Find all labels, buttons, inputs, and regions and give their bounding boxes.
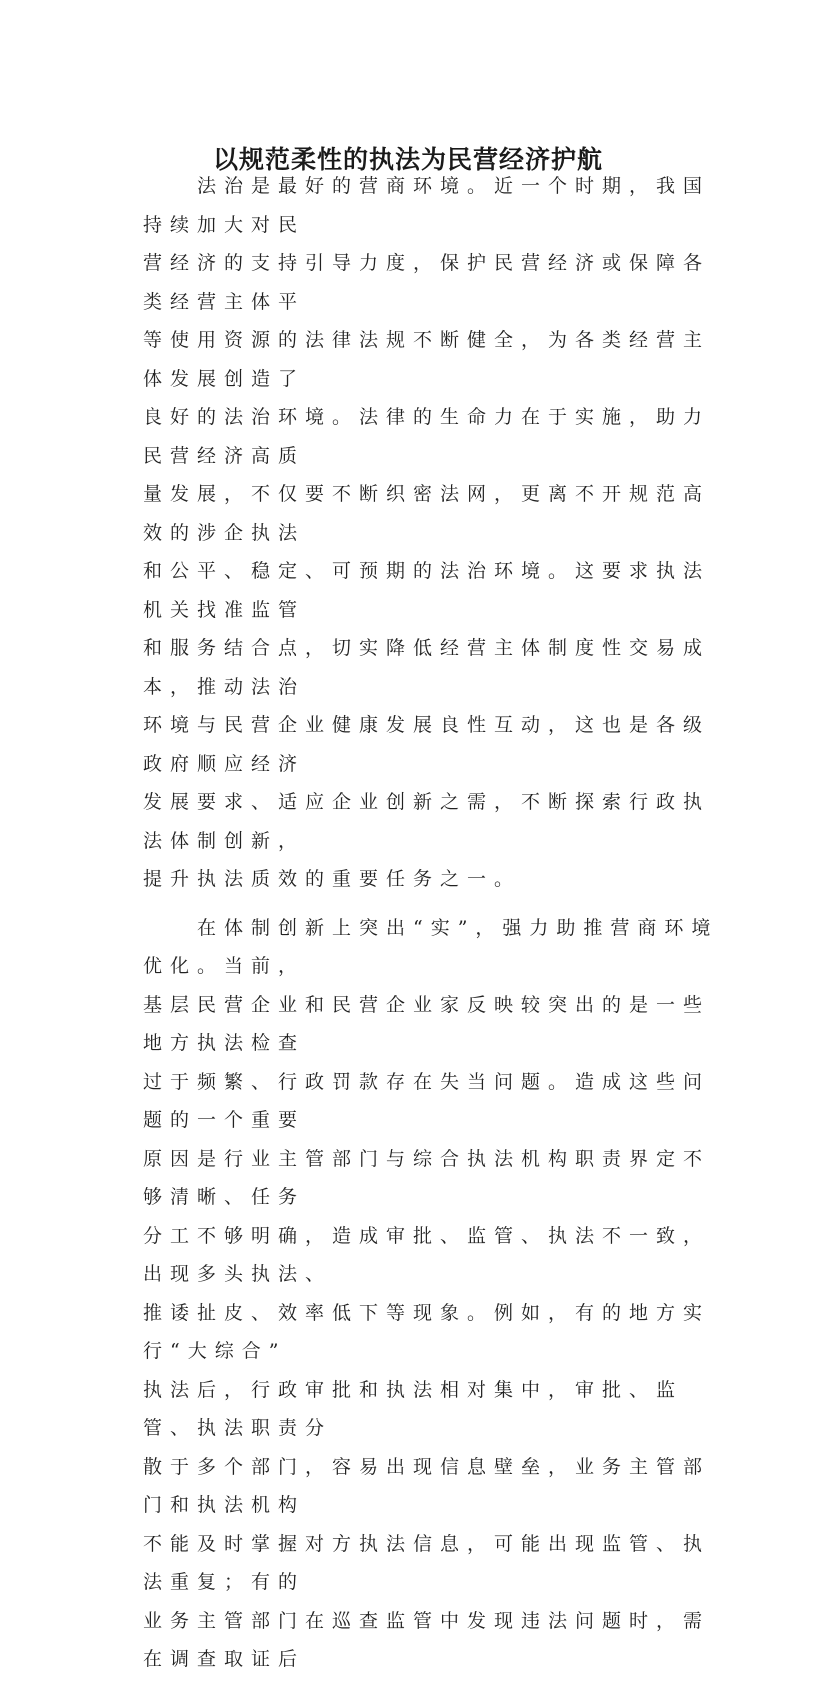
text-line: 过于频繁、行政罚款存在失当问题。造成这些问题的一个重要 xyxy=(143,1070,711,1131)
text-line: 不能及时掌握对方执法信息，可能出现监管、执法重复；有的 xyxy=(143,1532,711,1593)
document-title: 以规范柔性的执法为民营经济护航 xyxy=(212,145,603,174)
text-line: 等使用资源的法律法规不断健全，为各类经营主体发展创造了 xyxy=(143,329,711,390)
paragraph-2 xyxy=(143,909,723,1679)
text-line: 分工不够明确，造成审批、监管、执法不一致，出现多头执法、 xyxy=(143,1224,711,1285)
text-line: 散于多个部门，容易出现信息壁垒，业务主管部门和执法机构 xyxy=(143,1455,711,1516)
text-line: 良好的法治环境。法律的生命力在于实施，助力民营经济高质 xyxy=(143,406,711,467)
text-line: 和服务结合点，切实降低经营主体制度性交易成本，推动法治 xyxy=(143,637,711,698)
paragraph-1 xyxy=(143,167,723,899)
text-line: 法治是最好的营商环境。近一个时期，我国持续加大对民 xyxy=(143,175,711,236)
text-line: 量发展，不仅要不断织密法网，更离不开规范高效的涉企执法 xyxy=(143,483,711,544)
text-line: 营经济的支持引导力度，保护民营经济或保障各类经营主体平 xyxy=(143,252,711,313)
text-line: 和公平、稳定、可预期的法治环境。这要求执法机关找准监管 xyxy=(143,560,711,621)
text-line: 提升执法质效的重要任务之一。 xyxy=(143,868,522,890)
text-line: 执法后，行政审批和执法相对集中，审批、监管、执法职责分 xyxy=(143,1378,684,1439)
document-body xyxy=(143,167,723,1689)
text-line: 环境与民营企业健康发展良性互动，这也是各级政府顺应经济 xyxy=(143,714,711,775)
text-line: 发展要求、适应企业创新之需，不断探索行政执法体制创新， xyxy=(143,791,711,852)
text-line: 原因是行业主管部门与综合执法机构职责界定不够清晰、任务 xyxy=(143,1147,711,1208)
text-line: 推诿扯皮、效率低下等现象。例如，有的地方实行“大综合” xyxy=(143,1301,711,1362)
text-line: 基层民营企业和民营企业家反映较突出的是一些地方执法检查 xyxy=(143,993,711,1054)
text-line: 在体制创新上突出“实”，强力助推营商环境优化。当前， xyxy=(143,916,719,977)
text-line: 业务主管部门在巡查监管中发现违法问题时，需在调查取证后 xyxy=(143,1609,711,1670)
